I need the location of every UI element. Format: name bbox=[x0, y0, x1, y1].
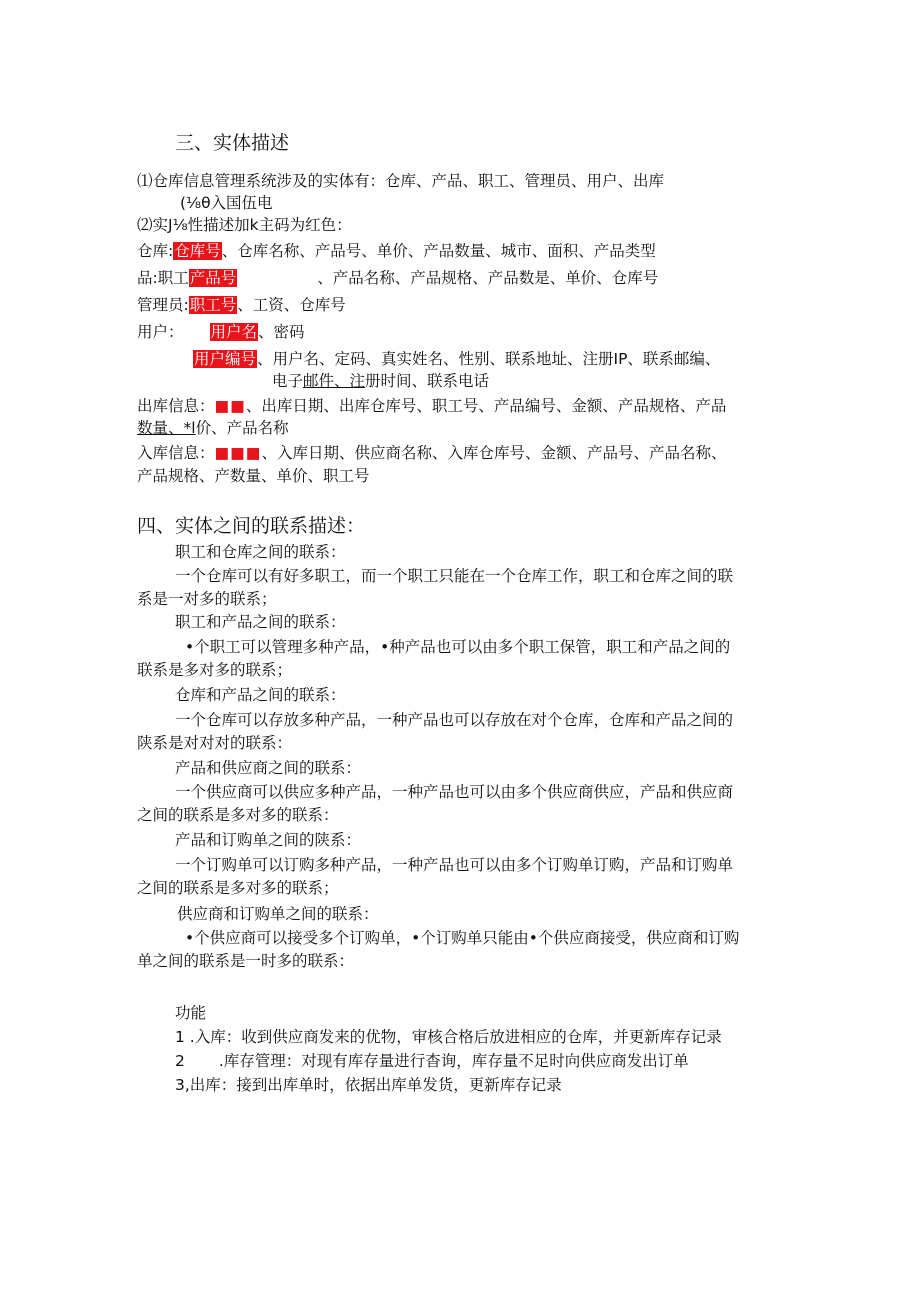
primary-key: 用户编号 bbox=[194, 350, 257, 368]
relation-title: 职工和产品之间的联系： bbox=[175, 613, 346, 631]
entity-admin bbox=[137, 295, 346, 315]
entity-attributes: 、产品名称、产品规格、产品数是、单价、仓库号 bbox=[317, 269, 659, 287]
entity-label: 出库信息： bbox=[137, 397, 215, 415]
relation-text: 一个仓库可以存放多种产品，一种产品也可以存放在对个仓库，仓库和产品之间的 bbox=[175, 711, 734, 729]
entity-user-detail bbox=[193, 349, 720, 369]
function-number: 2 bbox=[175, 1052, 185, 1070]
relation-text: •个供应商可以接受多个订购单，•个订购单只能由•个供应商接受，供应商和订购 bbox=[185, 929, 740, 947]
section3-paragraph-2: ⑵实J⅛性描述加k主码为红色： bbox=[137, 216, 352, 234]
entity-attributes: 、工资、仓库号 bbox=[237, 296, 346, 314]
function-item-3: 3,出库：接到出库单时，依据出库单发货，更新库存记录 bbox=[175, 1076, 562, 1094]
entity-inbound bbox=[137, 443, 726, 463]
entity-warehouse bbox=[137, 241, 656, 261]
relation-text: 一个供应商可以供应多种产品，一种产品也可以由多个供应商供应，产品和供应商 bbox=[175, 783, 734, 801]
relation-text: 之间的联系是多对多的联系： bbox=[137, 806, 339, 824]
relation-text: 一个仓库可以有好多职工，而一个职工只能在一个仓库工作，职工和仓库之间的联 bbox=[175, 567, 734, 585]
entity-user-detail-cont: 电子邮件、注册时间、联系电话 bbox=[272, 372, 490, 390]
relation-text: 之间的联系是多对多的联系； bbox=[137, 879, 339, 897]
relation-text: •个职工可以管理多种产品，•种产品也可以由多个职工保管，职工和产品之间的 bbox=[185, 638, 731, 656]
section3-paragraph-1-cont: (⅛θ入国伍电 bbox=[180, 194, 273, 212]
relation-text: 单之间的联系是一时多的联系： bbox=[137, 952, 355, 970]
relation-title: 仓库和产品之间的联系： bbox=[175, 686, 346, 704]
function-item-2 bbox=[175, 1051, 689, 1071]
entity-label: 管理员: bbox=[137, 296, 189, 314]
entity-attributes: 、出库日期、出库仓库号、职工号、产品编号、金额、产品规格、产品 bbox=[245, 397, 727, 415]
primary-key: 用户名 bbox=[210, 323, 258, 341]
section4-heading: 四、实体之间的联系描述： bbox=[137, 515, 366, 537]
relation-title: 产品和供应商之间的联系： bbox=[175, 759, 362, 777]
entity-outbound bbox=[137, 396, 726, 416]
relation-title: 供应商和订购单之间的联系： bbox=[177, 905, 379, 923]
primary-key: 职工号 bbox=[189, 296, 237, 314]
function-item-1: 1 .入库：收到供应商发来的优物，审核合格后放进相应的仓库，并更新库存记录 bbox=[175, 1028, 722, 1046]
entity-attributes: 、入库日期、供应商名称、入库仓库号、金额、产品号、产品名称、 bbox=[261, 444, 727, 462]
section3-heading: 三、实体描述 bbox=[175, 132, 290, 154]
relation-title: 产品和订购单之间的陕系： bbox=[175, 831, 362, 849]
entity-label: 入库信息： bbox=[137, 444, 215, 462]
entity-outbound-cont: 数量、*l价、产品名称 bbox=[137, 419, 289, 437]
entity-label: 品:职工 bbox=[137, 269, 189, 287]
function-text: .库存管理：对现有库存量进行杳询，库存量不足时向供应商发出订单 bbox=[218, 1052, 689, 1070]
primary-key: 产品号 bbox=[189, 269, 237, 287]
entity-inbound-cont: 产品规格、产数量、单价、职工号 bbox=[137, 467, 370, 485]
entity-user bbox=[137, 322, 305, 342]
primary-key: 仓库号 bbox=[174, 242, 221, 260]
primary-key: ■■■ bbox=[214, 444, 262, 462]
section3-paragraph-1: ⑴仓库信息管理系统涉及的实体有：仓库、产品、职工、管理员、用户、出库 bbox=[137, 172, 665, 190]
relation-text: 陕系是对对对的联系： bbox=[137, 734, 293, 752]
relation-text: 联系是多对多的联系； bbox=[137, 661, 293, 679]
entity-label: 仓库: bbox=[137, 242, 174, 260]
entity-label: 用户： bbox=[137, 323, 184, 341]
entity-attributes: 、用户名、定码、真实姓名、性别、联系地址、注册IP、联系邮编、 bbox=[257, 350, 721, 368]
functions-title: 功能 bbox=[175, 1004, 207, 1022]
relation-text: 系是一对多的联系； bbox=[137, 590, 277, 608]
relation-text: 一个订购单可以订购多种产品，一种产品也可以由多个订购单订购，产品和订购单 bbox=[175, 856, 734, 874]
entity-attributes: 、密码 bbox=[258, 323, 305, 341]
entity-product bbox=[137, 268, 658, 288]
entity-attributes: 、仓库名称、产品号、单价、产品数量、城市、面积、产品类型 bbox=[221, 242, 656, 260]
relation-title: 职工和仓库之间的联系： bbox=[175, 543, 346, 561]
primary-key: ■■ bbox=[214, 397, 246, 415]
